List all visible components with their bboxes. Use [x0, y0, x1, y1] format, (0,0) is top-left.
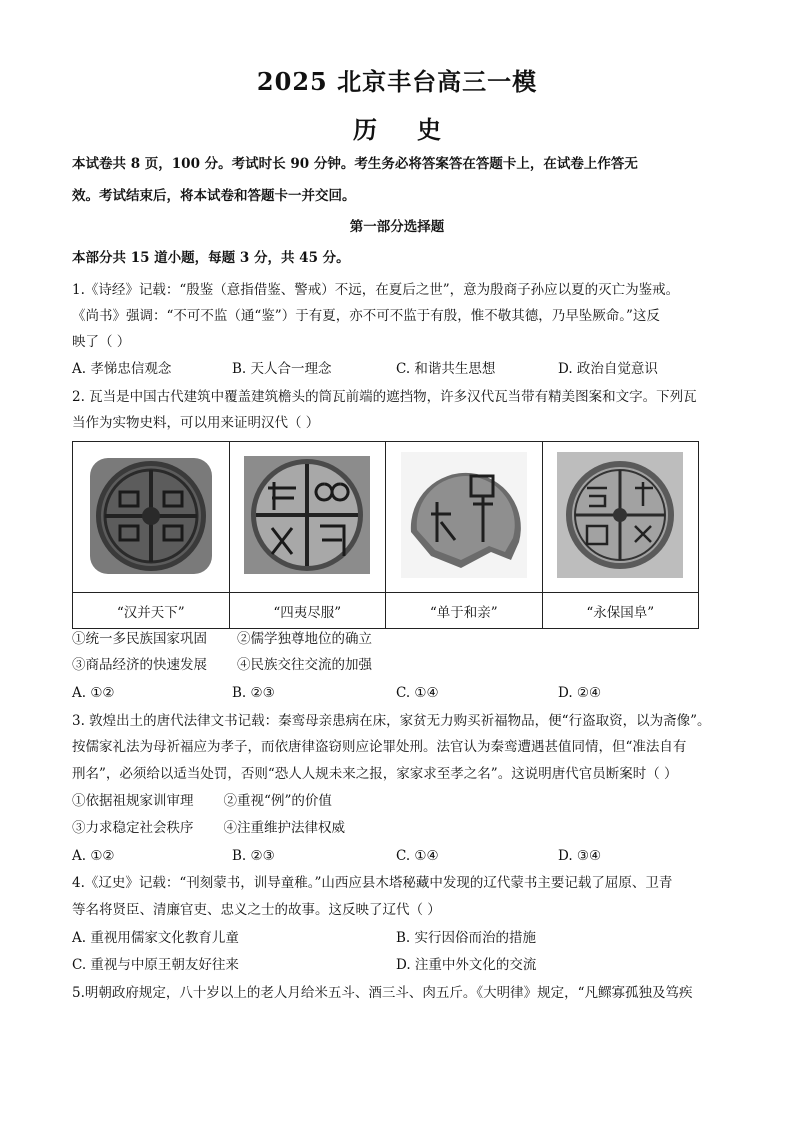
roof-tile-image-3 [401, 452, 527, 578]
q1-option-b[interactable]: B. 天人合一理念 [232, 361, 332, 377]
q4-line-2: 等名将贤臣、清廉官吏、忠义之士的故事。这反映了辽代（ ） [72, 902, 441, 918]
tile-caption-3: “单于和亲” [386, 593, 543, 629]
q3-option-d[interactable]: D. ③④ [558, 848, 602, 864]
q1-line-3: 映了（ ） [72, 334, 131, 350]
q2-line-1: 2. 瓦当是中国古代建筑中覆盖建筑檐头的筒瓦前端的遮挡物，许多汉代瓦当带有精美图案和文字。下列瓦 [72, 389, 697, 405]
q3-line-1: 3. 敦煌出土的唐代法律文书记载：秦鸾母亲患病在床，家贫无力购买祈福物品，便“行盗取资，以为斋像”。 [72, 713, 711, 729]
instructions-line-1: 本试卷共 8 页，100 分。考试时长 90 分钟。考生务必将答案答在答题卡上，在试卷上作答无 [72, 156, 638, 172]
q5-line-1: 5.明朝政府规定，八十岁以上的老人月给米五斗、酒三斗、肉五斤。《大明律》规定，“凡鳏寡孤独及笃疾 [72, 985, 693, 1001]
tile-caption-2: “四夷尽服” [229, 593, 386, 629]
tile-cell-2 [229, 442, 386, 593]
tile-cell-3 [386, 442, 543, 593]
q2-items-line-2: ③商品经济的快速发展 ④民族交往交流的加强 [72, 657, 373, 673]
q2-option-a[interactable]: A. ①② [72, 685, 115, 701]
q3-line-3: 刑名”，必须给以适当处罚，否则“恐人人规未来之报，家家求至孝之名”。这说明唐代官员断案时（ ） [72, 766, 678, 782]
q4-option-d[interactable]: D. 注重中外文化的交流 [396, 957, 537, 973]
q1-option-c[interactable]: C. 和谐共生思想 [396, 361, 496, 377]
q2-option-b[interactable]: B. ②③ [232, 685, 275, 701]
q3-option-c[interactable]: C. ①④ [396, 848, 439, 864]
subject-char-1: 历 [353, 115, 377, 144]
tile-cell-1 [73, 442, 230, 593]
q1-line-2: 《尚书》强调：“不可不监（通“鉴”）于有夏，亦不可不监于有殷，惟不敬其德，乃早坠厥命。”这反 [72, 308, 660, 324]
q2-line-2: 当作为实物史料，可以用来证明汉代（ ） [72, 415, 320, 431]
q3-option-a[interactable]: A. ①② [72, 848, 115, 864]
q1-option-a[interactable]: A. 孝悌忠信观念 [72, 361, 172, 377]
q4-line-1: 4.《辽史》记载：“刊刻蒙书，训导童稚。”山西应县木塔秘藏中发现的辽代蒙书主要记载了屈原、卫青 [72, 875, 673, 891]
tile-caption-1: “汉并天下” [73, 593, 230, 629]
subject-char-2: 史 [417, 115, 441, 144]
q3-line-2: 按儒家礼法为母祈福应为孝子，而依唐律盗窃则应论罪处刑。法官认为秦鸾遭遇甚值同情，但“准法自有 [72, 739, 687, 755]
exam-title: 2025 北京丰台高三一模 [256, 67, 538, 96]
q4-option-b[interactable]: B. 实行因俗而治的措施 [396, 930, 537, 946]
roof-tile-image-2 [244, 452, 370, 578]
section-description: 本部分共 15 道小题，每题 3 分，共 45 分。 [72, 250, 350, 266]
q4-option-c[interactable]: C. 重视与中原王朝友好往来 [72, 957, 239, 973]
section-title: 第一部分选择题 [349, 219, 445, 235]
q1-option-d[interactable]: D. 政治自觉意识 [558, 361, 658, 377]
q3-option-b[interactable]: B. ②③ [232, 848, 275, 864]
roof-tile-image-1 [88, 452, 214, 578]
q3-items-line-2: ③力求稳定社会秩序 ④注重维护法律权威 [72, 820, 346, 836]
roof-tile-image-4 [557, 452, 683, 578]
q2-option-d[interactable]: D. ②④ [558, 685, 602, 701]
q3-items-line-1: ①依据祖规家训审理 ②重视“例”的价值 [72, 793, 332, 809]
roof-tile-table [72, 441, 699, 629]
tile-caption-4: “永保国阜” [542, 593, 699, 629]
q2-option-c[interactable]: C. ①④ [396, 685, 439, 701]
tile-cell-4 [542, 442, 699, 593]
q1-line-1: 1.《诗经》记载：“殷鉴（意指借鉴、警戒）不远，在夏后之世”，意为殷商子孙应以夏的灭亡为鉴戒。 [72, 282, 680, 298]
q2-items-line-1: ①统一多民族国家巩固 ②儒学独尊地位的确立 [72, 631, 373, 647]
subject-title [0, 110, 794, 145]
q4-option-a[interactable]: A. 重视用儒家文化教育儿童 [72, 930, 239, 946]
instructions-line-2: 效。考试结束后，将本试卷和答题卡一并交回。 [72, 188, 356, 204]
